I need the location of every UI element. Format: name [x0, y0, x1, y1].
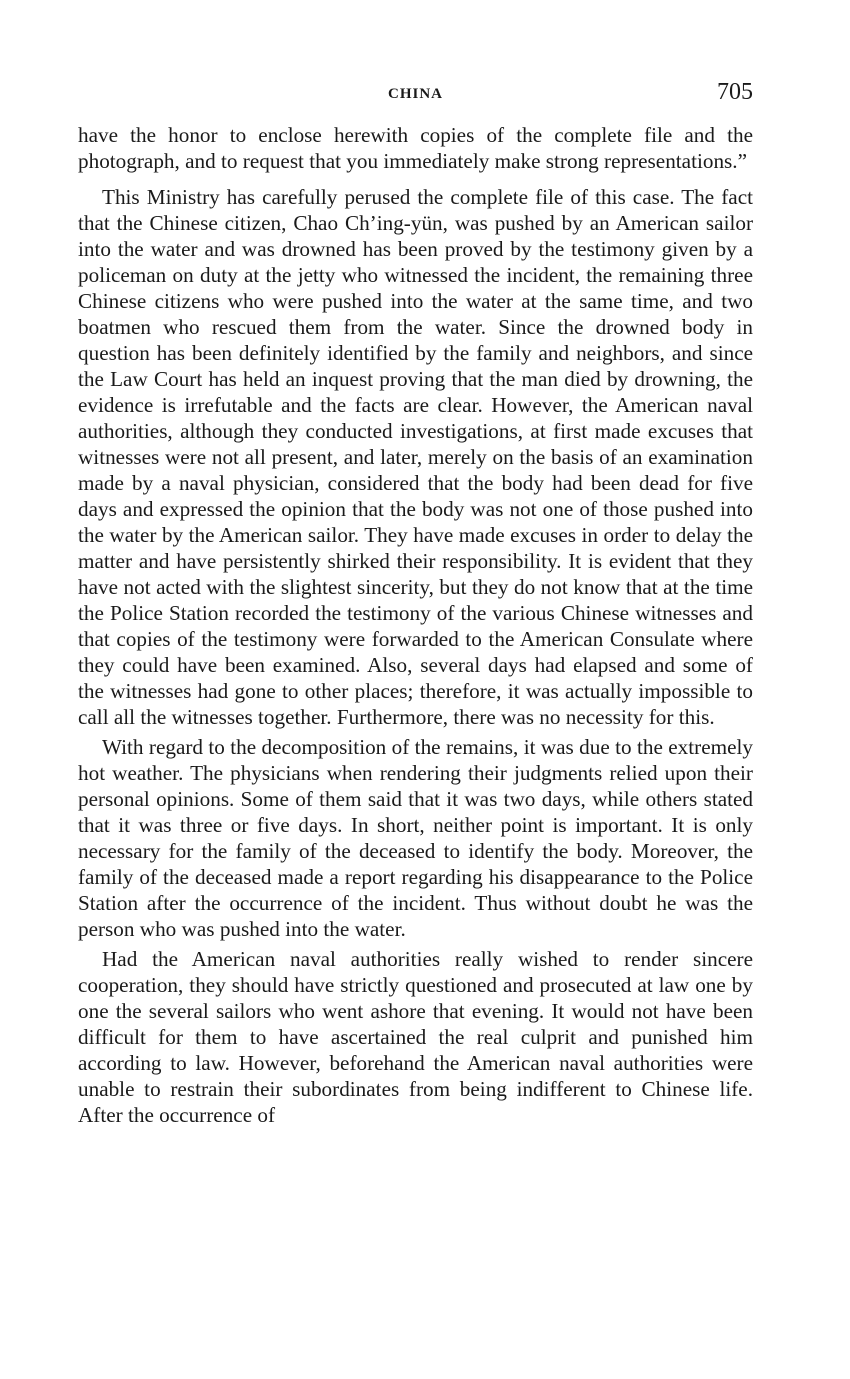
- document-page: [78, 78, 753, 1128]
- paragraph-continued: have the honor to enclose herewith copies of the complete file and the photograph, and to request that you immediately make strong representations.”: [78, 123, 753, 173]
- paragraph: Had the American naval authorities really wished to render sincere cooperation, they should have strictly questioned and prosecuted at law one by one the several sailors who went ashore that evening. It would not have been difficult for them to have ascertained the real culprit and punished him according to law. However, beforehand the American naval authorities were unable to restrain their subordinates from being indifferent to Chinese life. After the occurrence of: [78, 947, 753, 1127]
- page-header: [78, 78, 753, 122]
- paragraph: This Ministry has carefully perused the complete file of this case. The fact that the Chinese citizen, Chao Ch’ing-yün, was pushed by an American sailor into the water and was drowned has been proved by the testimony given by a policeman on duty at the jetty who witnessed the incident, the remaining three Chinese citizens who were pushed into the water at the same time, and two boatmen who rescued them from the water. Since the drowned body in question has been definitely identified by the family and neighbors, and since the Law Court has held an inquest proving that the man died by drowning, the evidence is irrefutable and the facts are clear. However, the American naval authorities, although they conducted investigations, at first made excuses that witnesses were not all present, and later, merely on the basis of an examination made by a naval physician, considered that the body had been dead for five days and expressed the opinion that the body was not one of those pushed into the water by the American sailor. They have made excuses in order to delay the matter and have persistently shirked their responsibility. It is evident that they have not acted with the slightest sincerity, but they do not know that at the time the Police Station recorded the testimony of the various Chinese witnesses and that copies of the testimony were forwarded to the American Consulate where they could have been examined. Also, several days had elapsed and some of the witnesses had gone to other places; therefore, it was actually impossible to call all the witnesses together. Furthermore, there was no necessity for this.: [78, 185, 753, 729]
- running-head: CHINA: [387, 86, 443, 102]
- page-number: 705: [717, 79, 753, 105]
- paragraph: With regard to the decomposition of the remains, it was due to the extremely hot weather. The physicians when rendering their judgments relied upon their personal opinions. Some of them said that it was two days, while others stated that it was three or five days. In short, neither point is important. It is only necessary for the family of the deceased to identify the body. Moreover, the family of the deceased made a report regarding his disappearance to the Police Station after the occurrence of the incident. Thus without doubt he was the person who was pushed into the water.: [78, 735, 753, 941]
- body-text: [78, 122, 753, 1128]
